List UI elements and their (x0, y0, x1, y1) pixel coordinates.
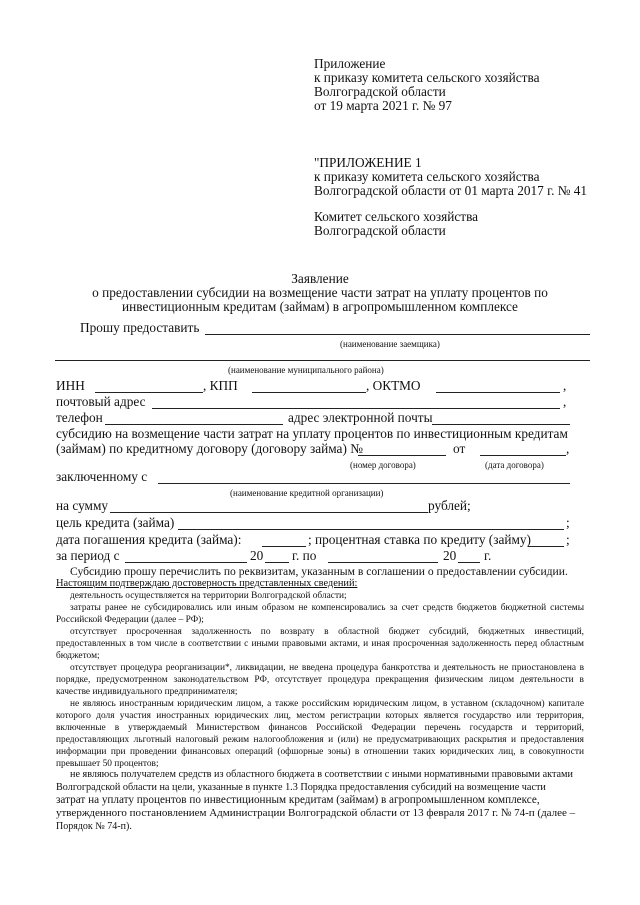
statement-item: не являюсь иностранным юридическим лицом, а также российским юридическим лицом, в уставном (складочном) капитале которого доля участия иностранных юридических лиц, местом регистрации которых является государство или территория, включенные в утверждаемый Министерством финансов Российской Федерации перечень государств и территорий, предоставляющих льготный налоговый режим налогообложения и (или) не предусматривающих раскрытия и предоставления информации при проведении финансовых операций (офшорные зоны) в отношении таких юридических лиц, в совокупности превышает 50 процентов; (56, 699, 584, 769)
document-heading: Заявление (291, 271, 349, 286)
oktmo-label: , ОКТМО (366, 378, 421, 393)
appendix-line-3: Волгоградской области (314, 84, 446, 99)
appendix1-line-3: Волгоградской области от 01 марта 2017 г. № 41 (314, 183, 588, 198)
statement-last-line-4: утвержденного постановлением Администрации Волгоградской области от 13 февраля 2017 г. № 74-п (далее – (56, 807, 576, 819)
from-word: от (453, 441, 466, 456)
inn-label: ИНН (56, 378, 85, 393)
period-start-year-prefix: 20 (250, 548, 264, 563)
purpose-semicolon: ; (566, 515, 570, 530)
period-end-suffix: г. (484, 548, 492, 563)
addressee-line-1: Комитет сельского хозяйства (314, 209, 479, 224)
period-end-day-field[interactable] (328, 562, 438, 563)
appendix-line-1: Приложение (314, 56, 386, 71)
amount-field[interactable] (110, 512, 428, 513)
appendix-line-4: от 19 марта 2021 г. № 97 (314, 98, 452, 113)
document-title-line-2: инвестиционным кредитам (займам) в агропромышленном комплексе (122, 299, 518, 314)
postal-address-comma: , (563, 394, 567, 409)
statements-list (56, 590, 584, 770)
contract-date-caption: (дата договора) (485, 460, 544, 470)
municipal-district-field[interactable] (55, 360, 590, 361)
phone-field[interactable] (105, 424, 283, 425)
period-start-day-field[interactable] (125, 562, 247, 563)
appendix1-line-1: "ПРИЛОЖЕНИЕ 1 (314, 155, 422, 170)
kpp-field[interactable] (252, 392, 366, 393)
contract-date-comma: , (566, 441, 570, 456)
statement-last-line-5: Порядок № 74-п). (56, 821, 132, 832)
statement-last-line-2: Волгоградской области на цели, указанные в пункте 1.3 Порядка предоставления субсидий на возмещение части (56, 782, 546, 793)
purpose-field[interactable] (178, 529, 564, 530)
repayment-date-field[interactable] (262, 546, 306, 547)
period-label: за период с (56, 548, 120, 563)
contract-number-field[interactable] (358, 455, 446, 456)
interest-rate-field[interactable] (528, 546, 564, 547)
statement-last (56, 768, 584, 833)
statement-item: затраты ранее не субсидировались или иным образом не компенсировались за счет средств бюджетов бюджетной системы Российской Федерации (далее – РФ); (56, 603, 584, 625)
document-title-line-1: о предоставлении субсидии на возмещение части затрат на уплату процентов по (92, 285, 548, 300)
amount-label: на сумму (56, 498, 109, 513)
statement-last-line-1: не являюсь получателем средств из областного бюджета в соответствии с иными нормативными правовыми актами (70, 769, 573, 780)
statement-item: отсутствует процедура реорганизации*, ликвидации, не введена процедура банкротства и деятельность не приостановлена в порядке, предусмотренном законодательством РФ, отсутствует процедура прекращения физическим лицом деятельности в качестве индивидуального предпринимателя; (56, 663, 584, 697)
email-field[interactable] (432, 424, 570, 425)
period-end-year-field[interactable] (458, 562, 480, 563)
subsidy-line-1: субсидию на возмещение части затрат на уплату процентов по инвестиционным кредитам (56, 426, 568, 441)
credit-org-caption: (наименование кредитной организации) (230, 488, 384, 498)
contract-number-caption: (номер договора) (350, 460, 416, 470)
email-label: адрес электронной почты (288, 410, 433, 425)
addressee-line-2: Волгоградской области (314, 223, 446, 238)
oktmo-comma: , (563, 378, 567, 393)
requisites-text: Субсидию прошу перечислить по реквизитам, указанным в соглашении о предоставлении субсидии. (70, 565, 568, 578)
borrower-name-field[interactable] (205, 334, 590, 335)
confirmation-heading: Настоящим подтверждаю достоверность представленных сведений: (56, 578, 358, 589)
postal-address-label: почтовый адрес (56, 394, 146, 409)
subsidy-line-2: (займам) по кредитному договору (договору займа) № (56, 441, 363, 456)
rate-semicolon: ; (566, 532, 570, 547)
kpp-label: , КПП (203, 378, 238, 393)
statement-item: деятельность осуществляется на территории Волгоградской области; (70, 591, 347, 601)
rubles-label: рублей; (428, 498, 471, 513)
phone-label: телефон (56, 410, 103, 425)
inn-field[interactable] (95, 392, 203, 393)
contract-date-field[interactable] (480, 455, 566, 456)
concluded-with-label: заключенному с (56, 469, 148, 484)
request-label: Прошу предоставить (80, 320, 200, 335)
borrower-caption: (наименование заемщика) (340, 339, 440, 349)
statement-item: отсутствует просроченная задолженность по возврату в областной бюджет субсидий, бюджетных инвестиций, предоставленных в том числе в соответствии с иными правовыми актами, и иная просроченная задолженность перед областным бюджетом; (56, 627, 584, 661)
oktmo-field[interactable] (436, 392, 560, 393)
credit-org-field[interactable] (158, 483, 570, 484)
period-to-label: г. по (292, 548, 317, 563)
purpose-label: цель кредита (займа) (56, 515, 175, 530)
repayment-label: дата погашения кредита (займа): (56, 532, 242, 547)
rate-label: ; процентная ставка по кредиту (займу) (308, 532, 531, 547)
period-start-year-field[interactable] (265, 562, 289, 563)
postal-address-field[interactable] (152, 408, 560, 409)
statement-last-line-3: затрат на уплату процентов по инвестиционным кредитам (займам) в агропромышленном комплексе, (56, 794, 540, 806)
period-end-year-prefix: 20 (443, 548, 457, 563)
municipal-caption: (наименование муниципального района) (228, 365, 384, 375)
appendix1-line-2: к приказу комитета сельского хозяйства (314, 169, 540, 184)
appendix-line-2: к приказу комитета сельского хозяйства (314, 70, 540, 85)
